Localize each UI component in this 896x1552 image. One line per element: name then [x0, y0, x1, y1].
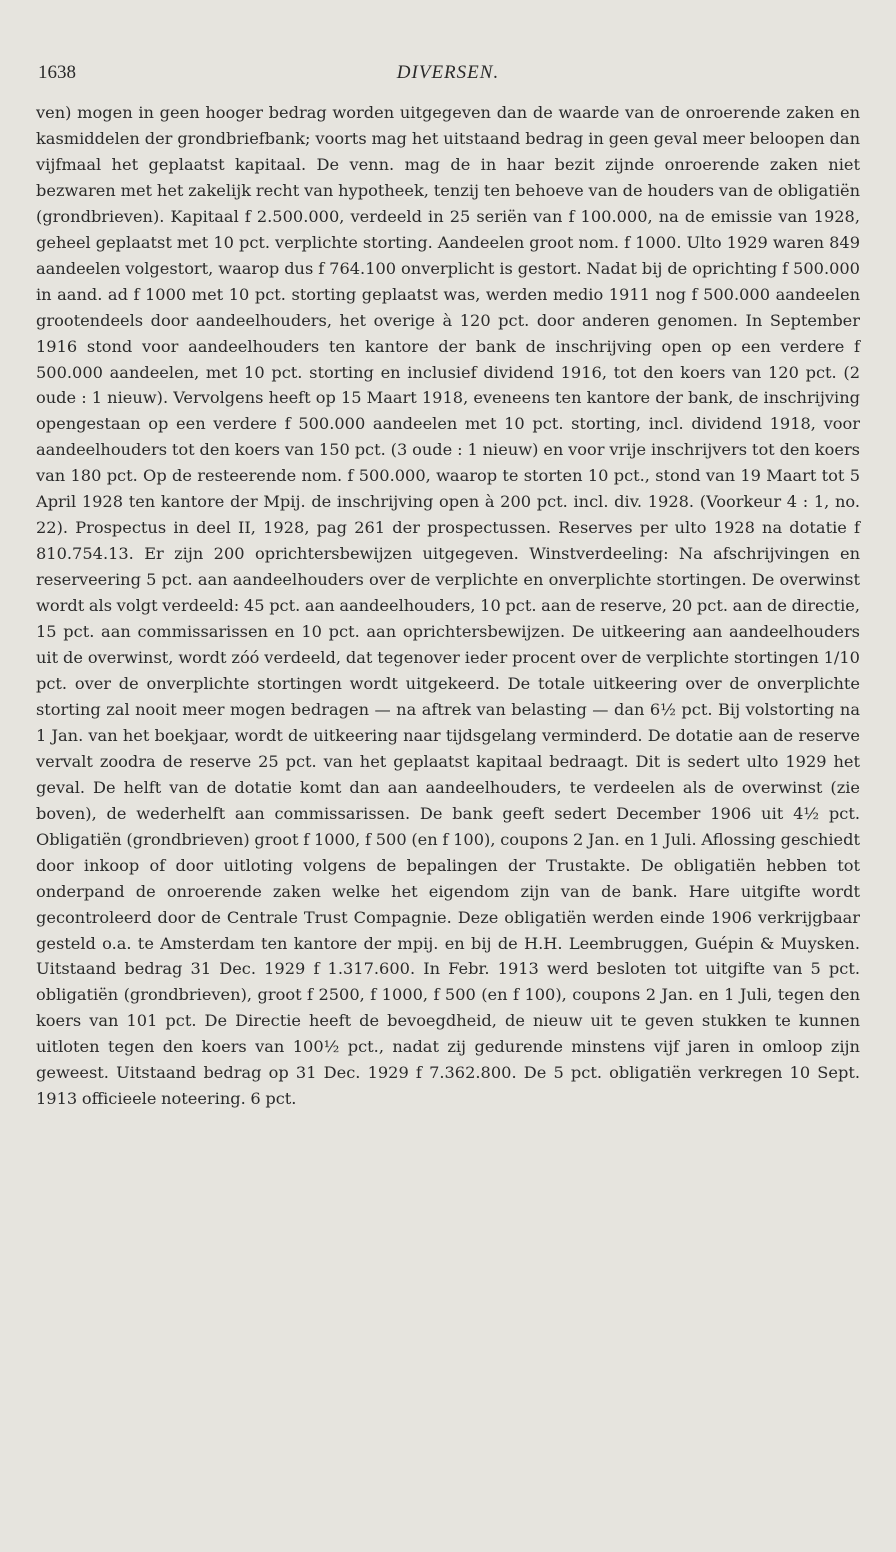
running-title: DIVERSEN.	[396, 62, 500, 83]
page-number: 1638	[38, 62, 76, 83]
body-paragraph: ven) mogen in geen hooger bedrag worden uitgegeven dan de waarde van de onroerende zaken en kasmiddelen der grondbriefbank; voorts mag het uitstaand bedrag in geen geval meer beloopen dan vijfmaal het geplaatst kapitaal. De venn. mag de in haar bezit zijnde onroerende zaken niet bezwaren met het zakelijk recht van hypotheek, tenzij ten behoeve van de houders van de obligatiën (grondbrieven). Kapitaal f 2.500.000, verdeeld in 25 seriën van f 100.000, na de emissie van 1928, geheel geplaatst met 10 pct. verplichte storting. Aandeelen groot nom. f 1000. Ulto 1929 waren 849 aandeelen volgestort, waarop dus f 764.100 onverplicht is gestort. Nadat bij de oprichting f 500.000 in aand. ad f 1000 met 10 pct. storting geplaatst was, werden medio 1911 nog f 500.000 aandeelen grootendeels door aandeelhouders, het overige à 120 pct. door anderen genomen. In September 1916 stond voor aandeelhouders ten kantore der bank de inschrijving open op een verdere f 500.000 aandeelen, met 10 pct. storting en inclusief dividend 1916, tot den koers van 120 pct. (2 oude : 1 nieuw). Vervolgens heeft op 15 Maart 1918, eveneens ten kantore der bank, de inschrijving opengestaan op een verdere f 500.000 aandeelen met 10 pct. storting, incl. dividend 1918, voor aandeelhouders tot den koers van 150 pct. (3 oude : 1 nieuw) en voor vrije inschrijvers tot den koers van 180 pct. Op de resteerende nom. f 500.000, waarop te storten 10 pct., stond van 19 Maart tot 5 April 1928 ten kantore der Mpij. de inschrijving open à 200 pct. incl. div. 1928. (Voorkeur 4 : 1, no. 22). Prospectus in deel II, 1928, pag 261 der prospectussen. Reserves per ulto 1928 na dotatie f 810.754.13. Er zijn 200 oprichtersbewijzen uitgegeven. Winstverdeeling: Na afschrijvingen en reserveering 5 pct. aan aandeelhouders over de verplichte en onverplichte stortingen. De overwinst wordt als volgt verdeeld: 45 pct. aan aandeelhouders, 10 pct. aan de reserve, 20 pct. aan de directie, 15 pct. aan commissarissen en 10 pct. aan oprichtersbewijzen. De uitkeering aan aandeelhouders uit de overwinst, wordt zóó verdeeld, dat tegenover ieder procent over de verplichte stortingen 1/10 pct. over de onverplichte stortingen wordt uitgekeerd. De totale uitkeering over de onverplichte storting zal nooit meer mogen bedragen — na aftrek van belasting — dan 6½ pct. Bij volstorting na 1 Jan. van het boekjaar, wordt de uitkeering naar tijdsgelang verminderd. De dotatie aan de reserve vervalt zoodra de reserve 25 pct. van het geplaatst kapitaal bedraagt. Dit is sedert ulto 1929 het geval. De helft van de dotatie komt dan aan aandeelhouders, te verdeelen als de overwinst (zie boven), de wederhelft aan commissarissen. De bank geeft sedert December 1906 uit 4½ pct. Obligatiën (grondbrieven) groot f 1000, f 500 (en f 100), coupons 2 Jan. en 1 Juli. Aflossing geschiedt door inkoop of door uitloting volgens de bepalingen der Trustakte. De obligatiën hebben tot onderpand de onroerende zaken welke het eigendom zijn van de bank. Hare uitgifte wordt gecontroleerd door de Centrale Trust Compagnie. Deze obligatiën werden einde 1906 verkrijgbaar gesteld o.a. te Amsterdam ten kantore der mpij. en bij de H.H. Leembruggen, Guépin & Muysken. Uitstaand bedrag 31 Dec. 1929 f 1.317.600. In Febr. 1913 werd besloten tot uitgifte van 5 pct. obligatiën (grondbrieven), groot f 2500, f 1000, f 500 (en f 100), coupons 2 Jan. en 1 Juli, tegen den koers van 101 pct. De Directie heeft de bevoegdheid, de nieuw uit te geven stukken te kunnen uitloten tegen den koers van 100½ pct., nadat zij gedurende minstens vijf jaren in omloop zijn geweest. Uitstaand bedrag op 31 Dec. 1929 f 7.362.800. De 5 pct. obligatiën verkregen 10 Sept. 1913 officieele noteering. 6 pct.	[36, 103, 860, 1109]
page-header	[36, 58, 860, 94]
